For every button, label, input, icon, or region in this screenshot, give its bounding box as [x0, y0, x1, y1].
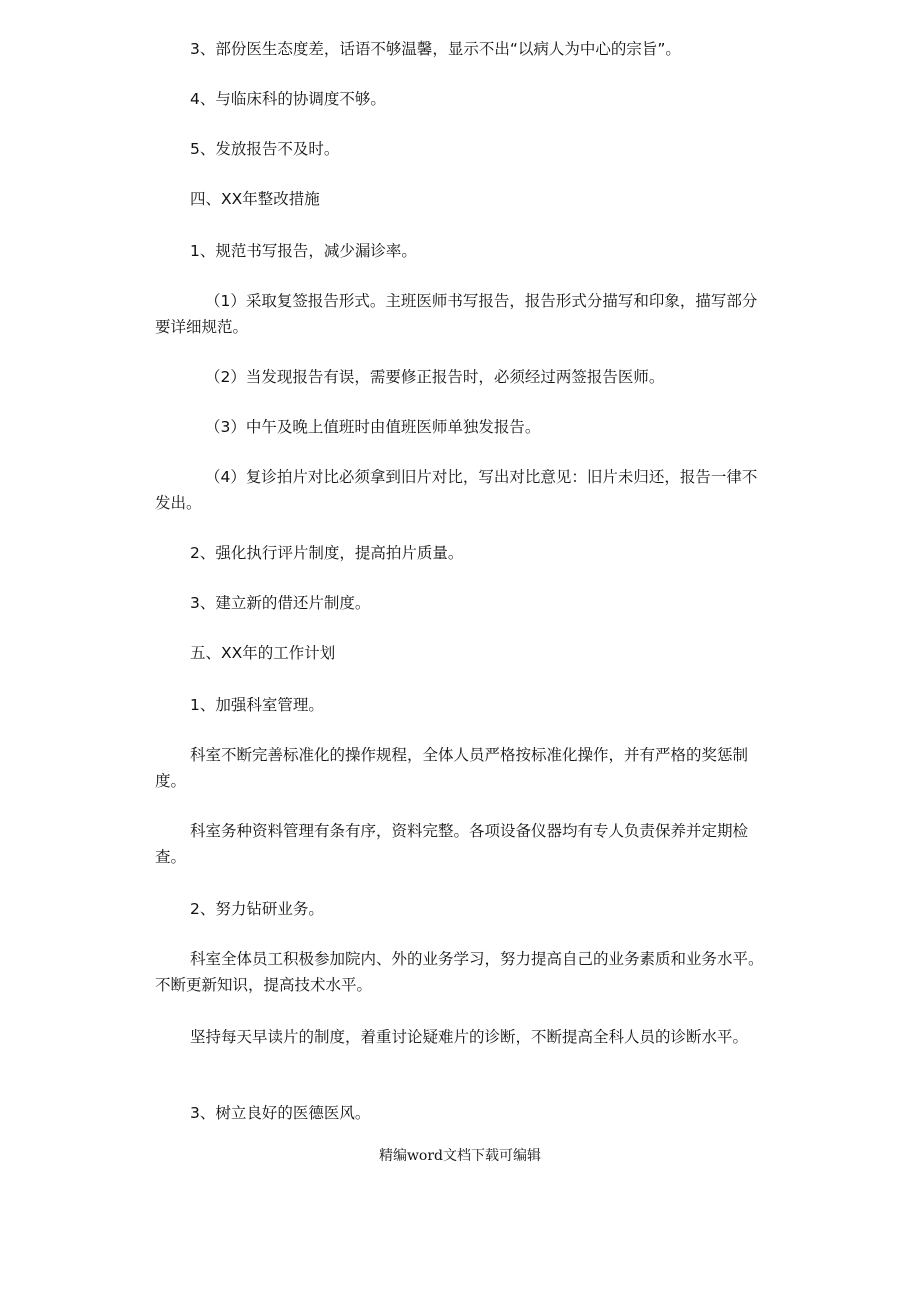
paragraph-attitude-issue: 3、部份医生态度差，话语不够温馨，显示不出“以病人为中心的宗旨”。: [190, 40, 681, 58]
paragraph-film-lending: 3、建立新的借还片制度。: [190, 594, 371, 612]
paragraph-morning-reading: 坚持每天早读片的制度，着重讨论疑难片的诊断，不断提高全科人员的诊断水平。: [190, 1028, 749, 1046]
paragraph-standard-procedures: 科室不断完善标准化的操作规程，全体人员严格按标准化操作，并有严格的奖惩制度。: [155, 746, 749, 790]
paragraph-sub-item-2: （2）当发现报告有误，需要修正报告时，必须经过两签报告医师。: [205, 368, 665, 386]
paragraph-sub-item-3: （3）中午及晚上值班时由值班医师单独发报告。: [205, 418, 541, 436]
paragraph-standardize-reports: 1、规范书写报告，减少漏诊率。: [190, 242, 417, 260]
section-heading-rectification: 四、XX年整改措施: [190, 190, 320, 208]
paragraph-staff-learning: 科室全体员工积极参加院内、外的业务学习，努力提高自己的业务素质和业务水平。不断更新知识，提高技术水平。: [155, 950, 764, 994]
paragraph-report-delay-issue: 5、发放报告不及时。: [190, 140, 340, 158]
section-heading-work-plan: 五、XX年的工作计划: [190, 644, 336, 662]
page-footer: 精编word文档下载可编辑: [378, 1148, 542, 1164]
paragraph-study-business: 2、努力钻研业务。: [190, 900, 324, 918]
paragraph-medical-ethics: 3、树立良好的医德医风。: [190, 1104, 371, 1122]
paragraph-department-management: 1、加强科室管理。: [190, 696, 324, 714]
paragraph-records-management: 科室务种资料管理有条有序，资料完整。各项设备仪器均有专人负责保养并定期检查。: [155, 822, 749, 866]
paragraph-sub-item-1: （1）采取复签报告形式。主班医师书写报告，报告形式分描写和印象，描写部分要详细规范。: [155, 292, 758, 336]
paragraph-coordination-issue: 4、与临床科的协调度不够。: [190, 90, 386, 108]
paragraph-sub-item-4: （4）复诊拍片对比必须拿到旧片对比，写出对比意见：旧片未归还，报告一律不发出。: [155, 468, 758, 512]
paragraph-film-review: 2、强化执行评片制度，提高拍片质量。: [190, 544, 464, 562]
